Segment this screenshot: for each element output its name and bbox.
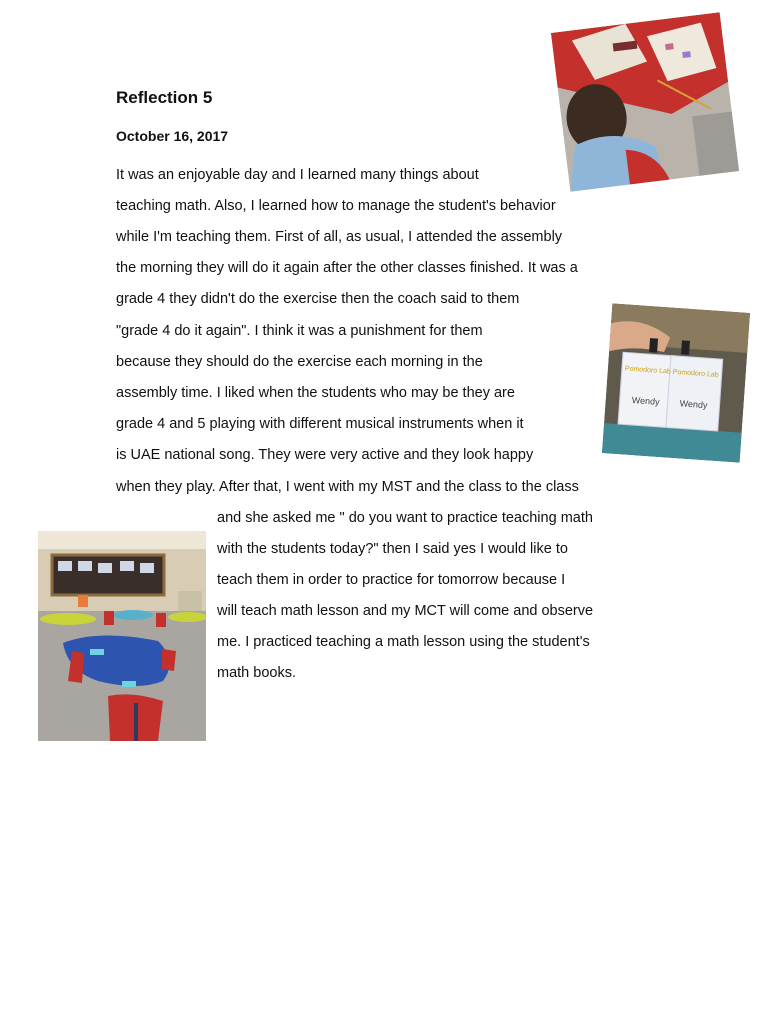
badge-brand-left: Pomodoro Lab — [624, 365, 671, 376]
body-line: is UAE national song. They were very active and they look happy — [116, 447, 534, 463]
body-line: assembly time. I liked when the students who may be they are — [116, 385, 515, 401]
classroom-student-photo — [551, 12, 739, 192]
body-line: math books. — [217, 665, 296, 681]
page-title: Reflection 5 — [116, 88, 213, 107]
body-line: grade 4 and 5 playing with different musical instruments when it — [116, 416, 524, 432]
badge-name-right: Wendy — [679, 398, 708, 411]
classroom-tables-photo — [38, 531, 206, 741]
body-line: the morning they will do it again after the other classes finished. It was a — [116, 260, 578, 276]
body-line: while I'm teaching them. First of all, as usual, I attended the assembly — [116, 229, 563, 245]
body-line: grade 4 they didn't do the exercise then the coach said to them — [116, 291, 520, 307]
body-line: "grade 4 do it again". I think it was a punishment for them — [116, 323, 483, 339]
body-line: will teach math lesson and my MCT will come and observe — [217, 603, 594, 619]
body-line: me. I practiced teaching a math lesson using the student's — [217, 634, 590, 650]
body-line: with the students today?" then I said yes I would like to — [217, 541, 568, 557]
body-line: It was an enjoyable day and I learned many things about — [116, 167, 479, 183]
body-line: teaching math. Also, I learned how to manage the student's behavior — [116, 198, 556, 214]
name-badges-photo — [602, 303, 750, 462]
body-line: because they should do the exercise each morning in the — [116, 354, 483, 370]
body-line: when they play. After that, I went with my MST and the class to the class — [116, 479, 579, 495]
body-line: teach them in order to practice for tomorrow because I — [217, 572, 566, 588]
badge-brand-right: Pomodoro Lab — [672, 368, 719, 379]
body-line: and she asked me " do you want to practice teaching math — [217, 510, 593, 526]
badge-name-left: Wendy — [631, 394, 660, 407]
reflection-date: October 16, 2017 — [116, 128, 229, 144]
